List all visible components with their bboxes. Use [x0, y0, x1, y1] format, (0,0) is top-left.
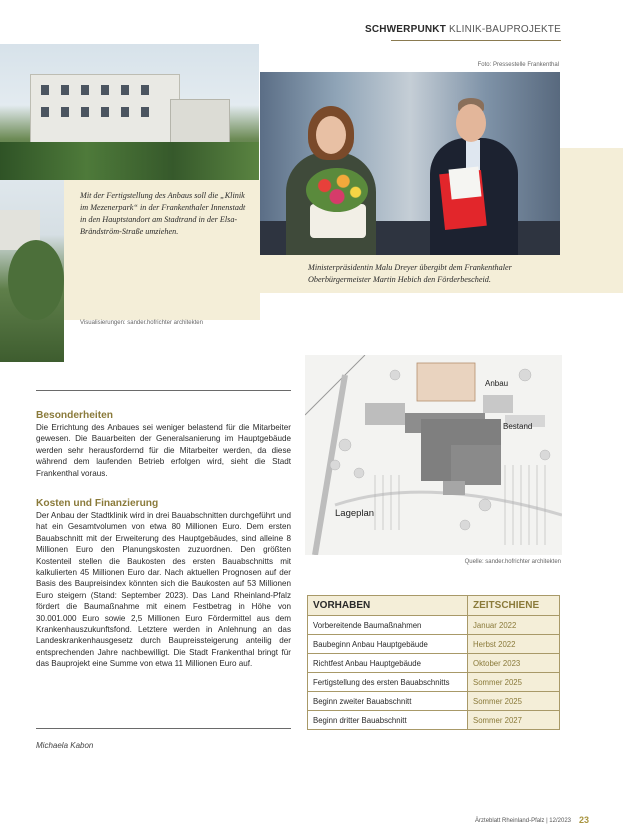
table-row — [308, 616, 560, 635]
page-number: 23 — [578, 815, 589, 825]
table-cell: Fertigstellung des ersten Bauabschnitts — [308, 673, 468, 692]
building-render-image-lower — [0, 180, 64, 362]
author: Michaela Kabon — [36, 741, 94, 750]
plan-credit: Quelle: sander.hofrichter architekten — [464, 559, 561, 565]
journal-footer: Ärzteblatt Rheinland-Pfalz | 12/2023 — [475, 818, 571, 824]
caption-photo: Ministerpräsidentin Malu Dreyer übergibt dem Frankenthaler Oberbürgermeister Martin Hebich den Förderbescheid. — [308, 263, 512, 284]
table-header-row — [308, 596, 560, 616]
table-header: ZEITSCHIENE — [468, 596, 560, 616]
header-rule — [391, 40, 561, 41]
table-row — [308, 635, 560, 654]
table-row — [308, 692, 560, 711]
plan-label-anbau: Anbau — [485, 379, 509, 388]
table-cell: Sommer 2025 — [468, 692, 560, 711]
table-cell: Sommer 2027 — [468, 711, 560, 730]
handover-photo — [260, 72, 560, 255]
section-text: Der Anbau der Stadtklinik wird in drei Bauabschnitten durchgeführt und hat ein Gesamtvolumen von etwa 80 Millionen Euro. Dem ersten Bauabschnitt mit der Erweiterung des Hauptgebäudes, sind alleine 8 Millionen Euro den Planungskosten zuzuordnen. Den größten Kostenteil stellen die Baukosten des ersten Bauabschnitts mit kalkulierten 45 Millionen Euro dar. Nach aktuellen Prognosen auf der Basis des Baupreisindex könnten sich die Baukosten auf 53 Millionen Euro steigern (Stand: September 2023). Das Land Rheinland-Pfalz fördert die Baumaßnahme mit einem Festbetrag in Höhe von 30.001.000 Euro sowie 2,5 Millionen Euro Fördermittel aus dem Krankenhauszukunftsfond. Letztere werden in Anlehnung an das Landeskrankenhausgesetz durch Baupreissteigerung anteilig der entsprechenden Jahre nachbewilligt. Die Stadt Frankenthal bringt für das Bauprojekt eine Summe von etwa 11 Millionen Euro auf. — [36, 511, 291, 669]
section-besonderheiten — [36, 409, 291, 479]
caption-render: Mit der Fertigstellung des Anbaus soll die „Klinik im Mezenerpark“ in der Frankenthaler Innenstadt in den Hauptstandort am Stadtrand in der Elsa- Brändström-Straße umziehen. — [80, 191, 246, 236]
section-header — [365, 24, 561, 35]
schedule-table — [307, 595, 560, 730]
divider-top — [36, 390, 291, 391]
table-header: VORHABEN — [308, 596, 468, 616]
table-cell: Herbst 2022 — [468, 635, 560, 654]
site-plan-image — [305, 355, 562, 555]
table-cell: Oktober 2023 — [468, 654, 560, 673]
visualization-credit: Visualisierungen: sander.hofrichter architekten — [80, 320, 203, 326]
header-topic: KLINIK-BAUPROJEKTE — [449, 24, 561, 35]
divider-bottom — [36, 728, 291, 729]
table-cell: Beginn dritter Bauabschnitt — [308, 711, 468, 730]
plan-label-bestand: Bestand — [503, 422, 533, 431]
section-kosten — [36, 497, 291, 670]
table-cell: Sommer 2025 — [468, 673, 560, 692]
table-cell: Baubeginn Anbau Hauptgebäude — [308, 635, 468, 654]
header-kicker: SCHWERPUNKT — [364, 24, 447, 35]
section-heading: Besonderheiten — [36, 410, 113, 421]
table-cell: Vorbereitende Baumaßnahmen — [308, 616, 468, 635]
section-text: Die Errichtung des Anbaues sei weniger belastend für die Mitarbeiter gewesen. Die Bauarbeiten der Generalsanierung im Hauptgebäude werden sehr herausfordernd für die Mitarbeiter werden, da diese während dem laufenden Betrieb erfolgen wird, sieht die Stadt Frankenthal voraus. — [36, 423, 291, 478]
table-cell: Januar 2022 — [468, 616, 560, 635]
table-row — [308, 711, 560, 730]
table-cell: Richtfest Anbau Hauptgebäude — [308, 654, 468, 673]
building-render-image — [0, 44, 259, 180]
photo-credit: Foto: Pressestelle Frankenthal — [477, 62, 559, 68]
table-row — [308, 654, 560, 673]
section-heading: Kosten und Finanzierung — [36, 498, 159, 509]
table-row — [308, 673, 560, 692]
plan-label-lageplan: Lageplan — [335, 508, 375, 519]
table-cell: Beginn zweiter Bauabschnitt — [308, 692, 468, 711]
